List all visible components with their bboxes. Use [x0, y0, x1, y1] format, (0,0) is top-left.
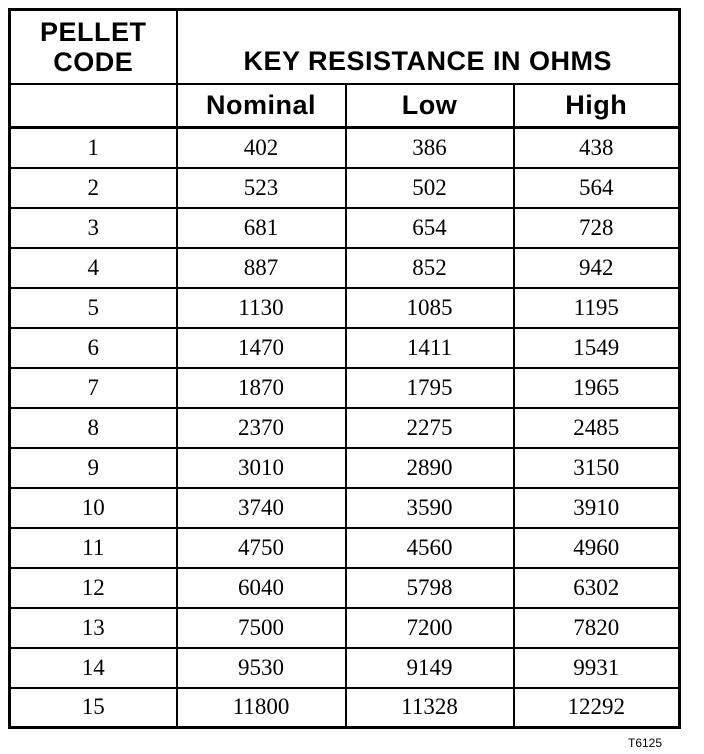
table-row [10, 608, 680, 648]
pellet-code-cell: 2 [10, 168, 177, 208]
table-row [10, 288, 680, 328]
high-cell: 9931 [514, 648, 680, 688]
low-cell: 5798 [346, 568, 514, 608]
nominal-cell: 1870 [177, 368, 346, 408]
low-cell: 9149 [346, 648, 514, 688]
pellet-code-cell: 12 [10, 568, 177, 608]
nominal-cell: 1470 [177, 328, 346, 368]
pellet-code-cell: 8 [10, 408, 177, 448]
table-row [10, 448, 680, 488]
nominal-cell: 3010 [177, 448, 346, 488]
nominal-cell: 4750 [177, 528, 346, 568]
pellet-code-cell: 10 [10, 488, 177, 528]
table-header-row [10, 10, 680, 84]
high-cell: 564 [514, 168, 680, 208]
low-cell: 4560 [346, 528, 514, 568]
pellet-code-cell: 1 [10, 128, 177, 168]
column-header-low: Low [346, 84, 514, 128]
high-cell: 1549 [514, 328, 680, 368]
low-cell: 1411 [346, 328, 514, 368]
nominal-cell: 11800 [177, 688, 346, 728]
high-cell: 1965 [514, 368, 680, 408]
low-cell: 7200 [346, 608, 514, 648]
nominal-cell: 523 [177, 168, 346, 208]
table-row [10, 648, 680, 688]
pellet-code-cell: 15 [10, 688, 177, 728]
nominal-cell: 2370 [177, 408, 346, 448]
pellet-code-header-line-2: CODE [53, 46, 134, 77]
high-cell: 1195 [514, 288, 680, 328]
table-row [10, 528, 680, 568]
nominal-cell: 887 [177, 248, 346, 288]
table-row [10, 688, 680, 728]
nominal-cell: 6040 [177, 568, 346, 608]
nominal-cell: 1130 [177, 288, 346, 328]
low-cell: 2275 [346, 408, 514, 448]
low-cell: 3590 [346, 488, 514, 528]
table-subheader-row [10, 84, 680, 128]
low-cell: 386 [346, 128, 514, 168]
high-cell: 6302 [514, 568, 680, 608]
low-cell: 654 [346, 208, 514, 248]
high-cell: 3150 [514, 448, 680, 488]
pellet-code-cell: 11 [10, 528, 177, 568]
column-header-nominal: Nominal [177, 84, 346, 128]
high-cell: 2485 [514, 408, 680, 448]
pellet-code-cell: 7 [10, 368, 177, 408]
pellet-code-cell: 3 [10, 208, 177, 248]
pellet-code-cell: 14 [10, 648, 177, 688]
high-cell: 12292 [514, 688, 680, 728]
table-body [10, 128, 680, 728]
pellet-code-cell: 4 [10, 248, 177, 288]
table-row [10, 568, 680, 608]
high-cell: 942 [514, 248, 680, 288]
table-row [10, 408, 680, 448]
pellet-code-cell: 13 [10, 608, 177, 648]
low-cell: 11328 [346, 688, 514, 728]
high-cell: 3910 [514, 488, 680, 528]
pellet-code-header-line-1: PELLET [39, 16, 147, 47]
low-cell: 852 [346, 248, 514, 288]
nominal-cell: 681 [177, 208, 346, 248]
pellet-code-cell: 5 [10, 288, 177, 328]
pellet-code-cell: 6 [10, 328, 177, 368]
low-cell: 502 [346, 168, 514, 208]
key-resistance-header: KEY RESISTANCE IN OHMS [177, 10, 680, 84]
high-cell: 4960 [514, 528, 680, 568]
table-row [10, 488, 680, 528]
table-row [10, 208, 680, 248]
table-row [10, 168, 680, 208]
figure-code: T6125 [628, 736, 663, 750]
table-row [10, 328, 680, 368]
resistance-table [8, 8, 681, 729]
table-row [10, 248, 680, 288]
pellet-code-cell: 9 [10, 448, 177, 488]
table-row [10, 128, 680, 168]
nominal-cell: 9530 [177, 648, 346, 688]
nominal-cell: 3740 [177, 488, 346, 528]
pellet-code-header [10, 10, 177, 84]
low-cell: 1795 [346, 368, 514, 408]
high-cell: 438 [514, 128, 680, 168]
subheader-blank-cell [10, 84, 177, 128]
column-header-high: High [514, 84, 680, 128]
low-cell: 2890 [346, 448, 514, 488]
nominal-cell: 402 [177, 128, 346, 168]
low-cell: 1085 [346, 288, 514, 328]
table-row [10, 368, 680, 408]
nominal-cell: 7500 [177, 608, 346, 648]
high-cell: 7820 [514, 608, 680, 648]
high-cell: 728 [514, 208, 680, 248]
